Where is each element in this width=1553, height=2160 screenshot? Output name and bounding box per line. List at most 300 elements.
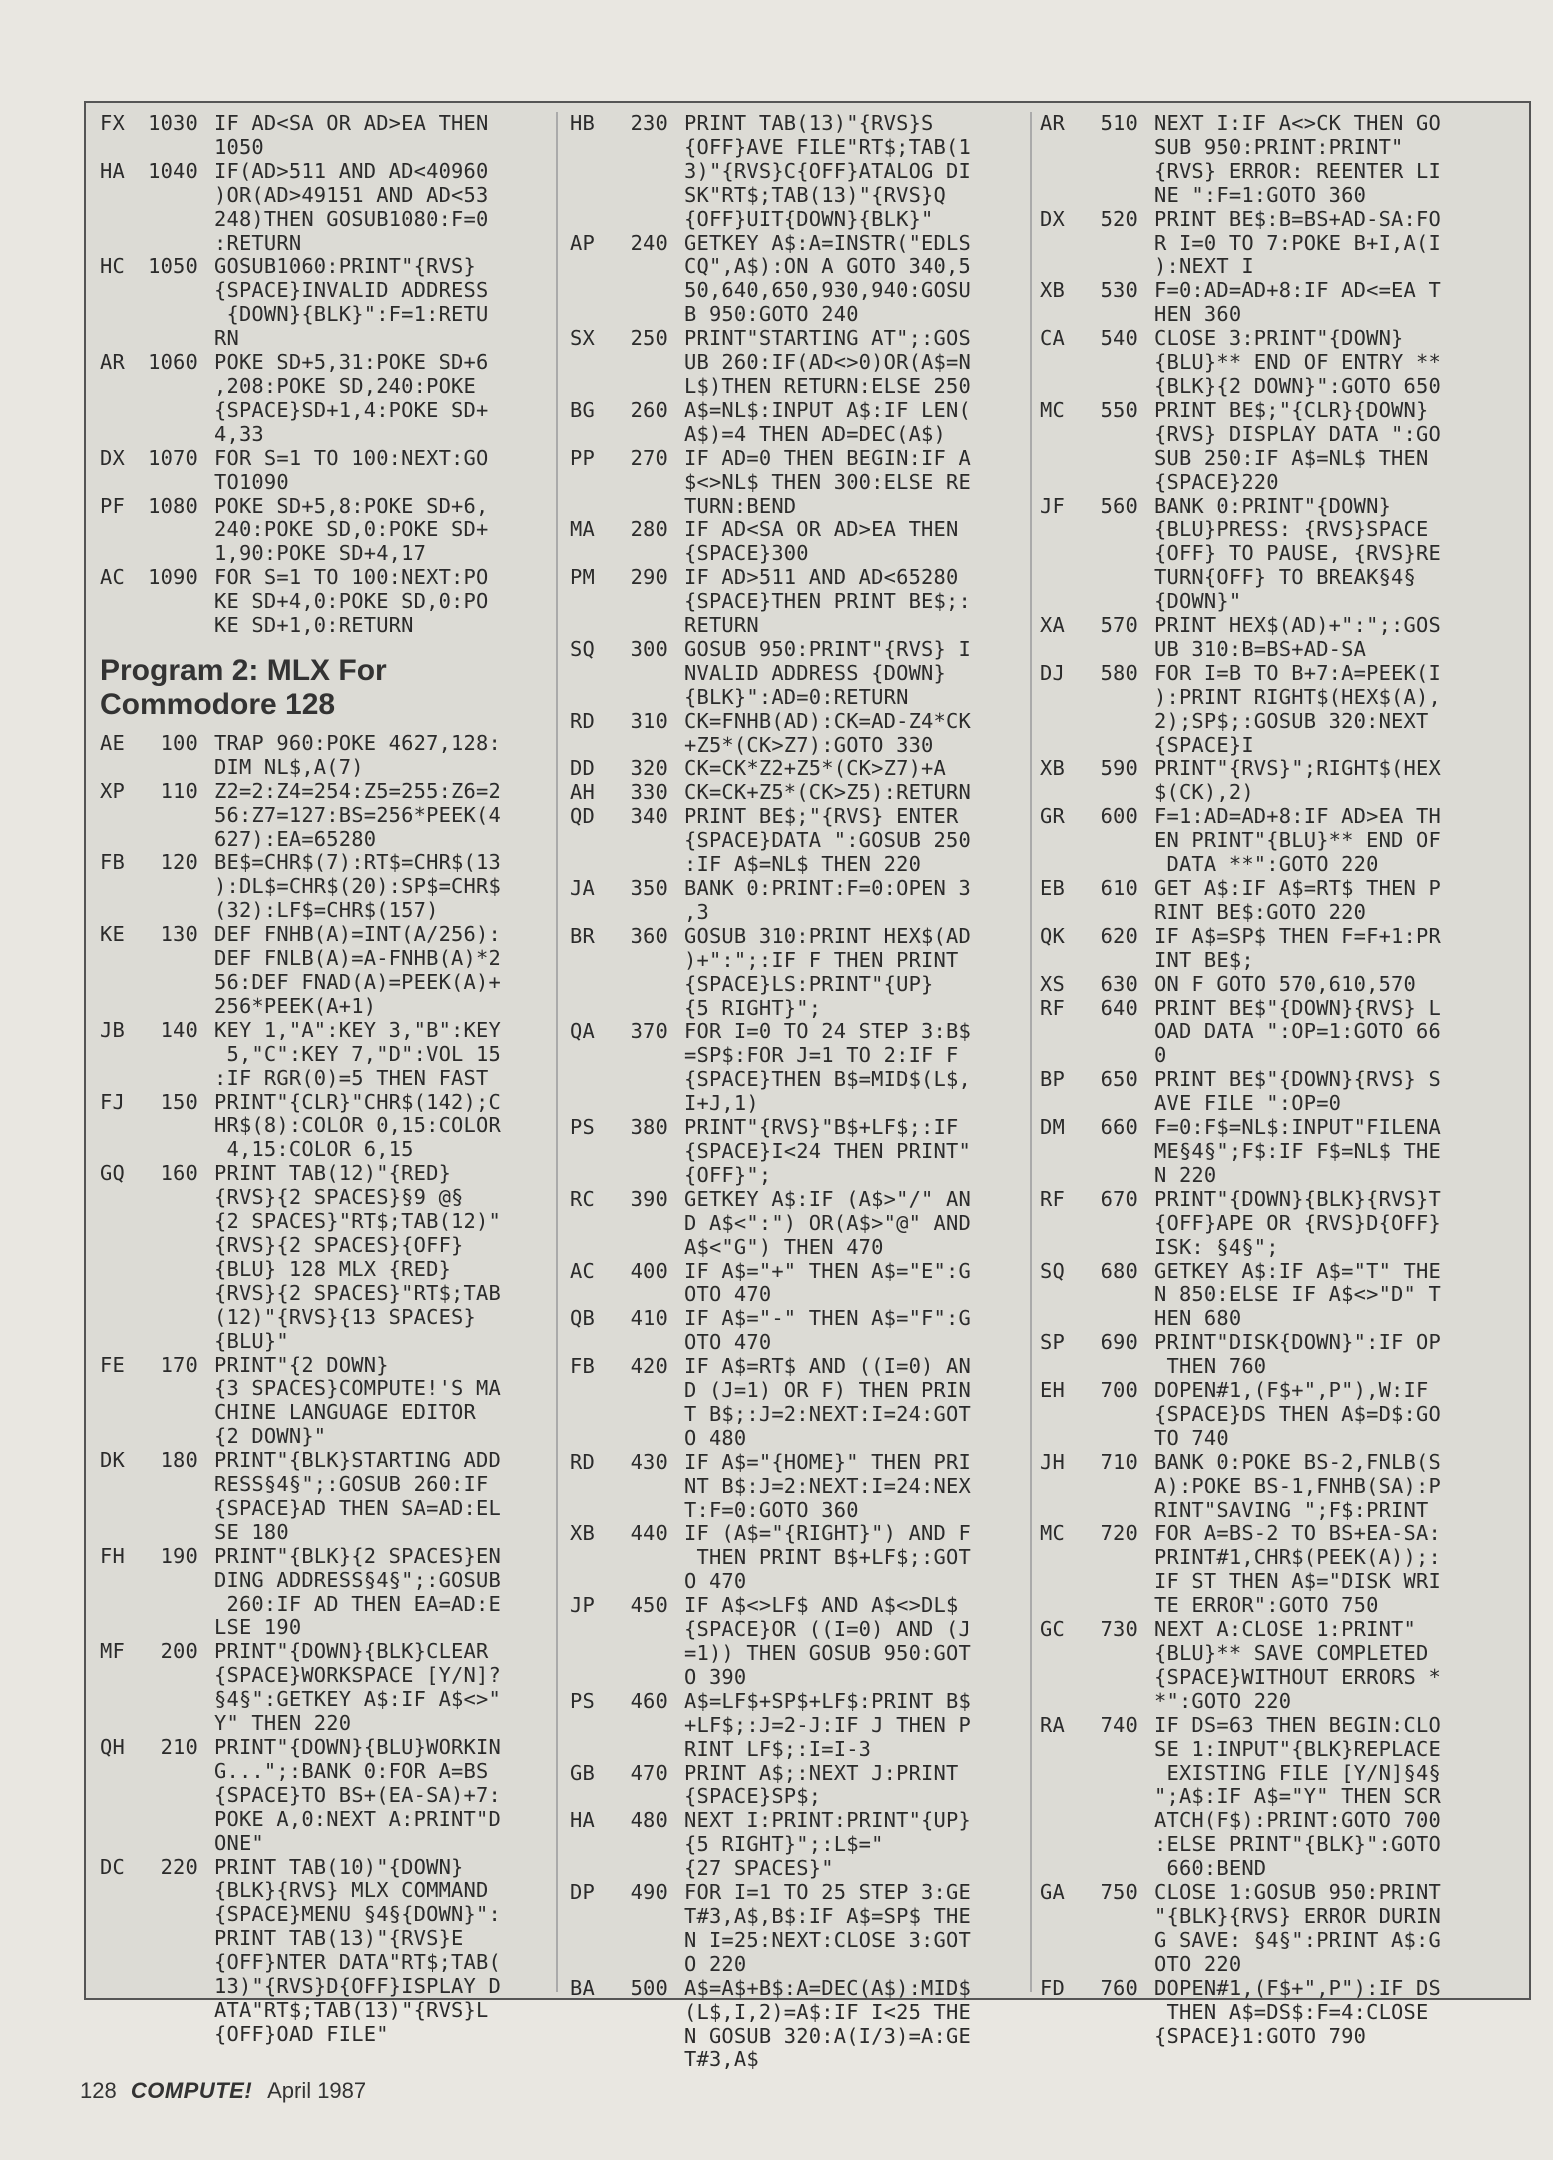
code-text: :ELSE PRINT"{BLK}":GOTO <box>1154 1832 1441 1857</box>
code-line <box>570 1212 1030 1236</box>
code-text: =SP$:FOR J=1 TO 2:IF F <box>684 1043 959 1068</box>
checksum: DX <box>100 445 125 470</box>
code-text: 13)"{RVS}D{OFF}ISPLAY D <box>214 1974 501 1999</box>
checksum: RD <box>570 1449 595 1474</box>
line-number <box>612 351 668 375</box>
checksum <box>100 471 142 495</box>
checksum: QD <box>570 804 595 829</box>
line-number <box>1082 734 1138 758</box>
checksum: GC <box>1040 1617 1065 1642</box>
line-number <box>142 1664 198 1688</box>
code-line <box>100 1043 542 1067</box>
checksum <box>1040 351 1082 375</box>
checksum: FJ <box>100 1089 125 1114</box>
code-line <box>100 875 542 899</box>
checksum: SP <box>1040 1330 1065 1355</box>
line-number <box>612 1092 668 1116</box>
line-number: 170 <box>160 1352 198 1377</box>
code-text: {BLU}** SAVE COMPLETED <box>1154 1641 1429 1665</box>
line-number: 420 <box>630 1354 668 1379</box>
code-line <box>1040 686 1518 710</box>
line-number: 580 <box>1100 660 1138 685</box>
checksum: QB <box>570 1306 595 1331</box>
code-text: {27 SPACES}" <box>684 1856 834 1881</box>
line-number <box>142 1712 198 1736</box>
checksum <box>1040 1546 1082 1570</box>
code-line <box>1040 1427 1518 1451</box>
line-number <box>1082 638 1138 662</box>
code-line <box>100 1210 542 1234</box>
checksum <box>1040 949 1082 973</box>
checksum <box>1040 1236 1082 1260</box>
line-number <box>1082 1809 1138 1833</box>
code-line <box>100 471 542 495</box>
code-line <box>570 1690 1030 1714</box>
code-text: OTO 470 <box>684 1330 772 1355</box>
line-number <box>142 1808 198 1832</box>
code-line <box>570 1857 1030 1881</box>
code-text: NVALID ADDRESS {DOWN} <box>684 660 947 685</box>
line-number <box>1082 542 1138 566</box>
code-line <box>100 351 542 375</box>
line-number <box>1082 590 1138 614</box>
line-number <box>142 1569 198 1593</box>
code-text: (12)"{RVS}{13 SPACES} <box>214 1304 477 1329</box>
checksum <box>100 1210 142 1234</box>
code-line <box>100 1640 542 1664</box>
code-line <box>1040 1905 1518 1929</box>
code-text: =1)) THEN GOSUB 950:GOT <box>684 1641 971 1665</box>
checksum <box>570 1570 612 1594</box>
checksum <box>570 1666 612 1690</box>
checksum: QH <box>100 1735 125 1759</box>
code-text: {SPACE}OR ((I=0) AND (J <box>684 1617 971 1642</box>
line-number <box>612 1642 668 1666</box>
code-line <box>1040 1092 1518 1116</box>
checksum: AC <box>100 565 125 590</box>
code-text: CHINE LANGUAGE EDITOR <box>214 1400 477 1425</box>
checksum <box>100 327 142 351</box>
checksum <box>1040 1499 1082 1523</box>
checksum <box>1040 1044 1082 1068</box>
line-number <box>612 1905 668 1929</box>
code-text: {SPACE}1:GOTO 790 <box>1154 2023 1367 2048</box>
line-number: 310 <box>630 708 668 733</box>
line-number <box>1082 1092 1138 1116</box>
checksum <box>100 423 142 447</box>
checksum: GR <box>1040 804 1065 829</box>
code-line <box>570 1953 1030 1977</box>
line-number: 1080 <box>148 493 198 518</box>
checksum: FD <box>1040 1975 1065 2000</box>
checksum <box>570 1068 612 1092</box>
checksum <box>570 160 612 184</box>
checksum: FX <box>100 111 125 135</box>
line-number <box>1082 232 1138 256</box>
code-text: PRINT TAB(13)"{RVS}E <box>214 1926 464 1951</box>
code-line <box>100 1019 542 1043</box>
line-number <box>1082 829 1138 853</box>
code-line <box>100 923 542 947</box>
code-line <box>570 757 1030 781</box>
code-text: B 950:GOTO 240 <box>684 302 859 327</box>
checksum <box>100 1114 142 1138</box>
checksum <box>570 1642 612 1666</box>
line-number: 360 <box>630 923 668 948</box>
listing-column-3 <box>1040 112 1518 2048</box>
code-line <box>570 781 1030 805</box>
line-number <box>142 1999 198 2023</box>
line-number <box>612 1929 668 1953</box>
line-number <box>142 1114 198 1138</box>
code-line <box>1040 829 1518 853</box>
line-number <box>1082 1283 1138 1307</box>
code-line <box>570 471 1030 495</box>
line-number <box>142 1401 198 1425</box>
code-line <box>1040 1762 1518 1786</box>
code-text: {SPACE}SD+1,4:POKE SD+ <box>214 397 489 422</box>
code-line <box>1040 1307 1518 1331</box>
code-text: RESS§4§";:GOSUB 260:IF <box>214 1472 489 1497</box>
code-text: PRINT TAB(10)"{DOWN} <box>214 1854 464 1879</box>
code-text: PRINT"DISK{DOWN}":IF OP <box>1154 1330 1441 1355</box>
code-line <box>570 327 1030 351</box>
checksum <box>570 2001 612 2025</box>
line-number <box>142 899 198 923</box>
code-text: {5 RIGHT}";:L$=" <box>684 1832 884 1857</box>
line-number <box>612 1068 668 1092</box>
line-number <box>612 136 668 160</box>
code-line <box>100 1951 542 1975</box>
code-text: ,3 <box>684 899 709 924</box>
line-number <box>612 1140 668 1164</box>
line-number <box>612 853 668 877</box>
code-line <box>100 1401 542 1425</box>
code-text: {BLK}":AD=0:RETURN <box>684 684 909 709</box>
code-line <box>100 1497 542 1521</box>
code-line <box>1040 1738 1518 1762</box>
code-text: {SPACE}WORKSPACE [Y/N]? <box>214 1663 501 1688</box>
code-text: A):POKE BS-1,FNHB(SA):P <box>1154 1473 1441 1498</box>
code-text: T B$;:J=2:NEXT:I=24:GOT <box>684 1401 971 1426</box>
line-number <box>612 1403 668 1427</box>
code-line <box>570 1236 1030 1260</box>
line-number <box>612 1236 668 1260</box>
code-line <box>100 1856 542 1880</box>
code-text: PRINT"{DOWN}{BLU}WORKIN <box>214 1735 501 1759</box>
code-line <box>100 1545 542 1569</box>
code-text: O 220 <box>684 1951 747 1976</box>
checksum <box>1040 1140 1082 1164</box>
code-text: 50,640,650,930,940:GOSU <box>684 278 971 303</box>
column-divider <box>1030 112 1032 1992</box>
code-text: {OFF}APE OR {RVS}D{OFF} <box>1154 1210 1441 1235</box>
checksum <box>570 1546 612 1570</box>
line-number <box>142 1975 198 1999</box>
code-text: 248)THEN GOSUB1080:F=0 <box>214 206 489 231</box>
line-number: 270 <box>630 445 668 470</box>
line-number <box>1082 2001 1138 2025</box>
code-text: {BLK}{RVS} MLX COMMAND <box>214 1878 489 1903</box>
code-line <box>1040 1570 1518 1594</box>
code-text: +Z5*(CK>Z7):GOTO 330 <box>684 732 934 757</box>
code-line <box>570 112 1030 136</box>
code-line <box>100 1784 542 1808</box>
checksum <box>570 542 612 566</box>
code-text: FOR S=1 TO 100:NEXT:PO <box>214 565 489 590</box>
line-number: 410 <box>630 1306 668 1331</box>
code-text: FOR I=0 TO 24 STEP 3:B$ <box>684 1019 971 1044</box>
checksum <box>100 1186 142 1210</box>
code-text: 4,33 <box>214 421 264 446</box>
line-number <box>612 279 668 303</box>
checksum: DM <box>1040 1115 1065 1140</box>
code-line <box>1040 1331 1518 1355</box>
code-line <box>1040 1618 1518 1642</box>
code-line <box>100 1999 542 2023</box>
code-text: ):NEXT I <box>1154 254 1254 279</box>
line-number <box>142 1282 198 1306</box>
checksum <box>1040 734 1082 758</box>
checksum: AE <box>100 730 125 755</box>
checksum: BA <box>570 1975 595 2000</box>
line-number: 140 <box>160 1017 198 1042</box>
line-number <box>612 1785 668 1809</box>
code-text: )OR(AD>49151 AND AD<53 <box>214 182 489 207</box>
code-line <box>1040 1809 1518 1833</box>
checksum <box>570 1212 612 1236</box>
checksum <box>100 542 142 566</box>
line-number <box>612 1570 668 1594</box>
code-text: OTO 470 <box>684 1282 772 1307</box>
line-number <box>612 973 668 997</box>
code-line <box>100 232 542 256</box>
code-text: {5 RIGHT}"; <box>684 995 822 1020</box>
checksum <box>1040 1092 1082 1116</box>
checksum <box>570 1618 612 1642</box>
code-line <box>1040 1857 1518 1881</box>
checksum <box>570 590 612 614</box>
checksum: GA <box>1040 1880 1065 1905</box>
code-text: ATA"RT$;TAB(13)"{RVS}L <box>214 1997 489 2022</box>
code-line <box>100 327 542 351</box>
code-text: ONE" <box>214 1830 264 1855</box>
code-line <box>100 971 542 995</box>
code-text: INT BE$; <box>1154 947 1254 972</box>
line-number <box>1082 1666 1138 1690</box>
code-text: ON F GOTO 570,610,570 <box>1154 971 1417 996</box>
checksum <box>570 423 612 447</box>
code-line <box>1040 1355 1518 1379</box>
code-line <box>570 1044 1030 1068</box>
code-line <box>570 1809 1030 1833</box>
code-text: NEXT I:PRINT:PRINT"{UP} <box>684 1808 971 1833</box>
line-number: 520 <box>1100 206 1138 231</box>
code-line <box>1040 662 1518 686</box>
checksum: EH <box>1040 1378 1065 1403</box>
code-text: 56:Z7=127:BS=256*PEEK(4 <box>214 802 501 827</box>
code-text: POKE SD+5,8:POKE SD+6, <box>214 493 489 518</box>
code-line <box>1040 1379 1518 1403</box>
code-line <box>100 1425 542 1449</box>
line-number <box>612 160 668 184</box>
code-text: BE$=CHR$(7):RT$=CHR$(13 <box>214 850 501 875</box>
line-number <box>142 1234 198 1258</box>
checksum <box>1040 686 1082 710</box>
checksum <box>100 232 142 256</box>
code-text: :IF A$=NL$ THEN 220 <box>684 852 922 877</box>
code-line <box>570 232 1030 256</box>
line-number <box>1082 351 1138 375</box>
code-text: ):DL$=CHR$(20):SP$=CHR$ <box>214 874 501 899</box>
code-text: :IF RGR(0)=5 THEN FAST <box>214 1065 489 1090</box>
checksum <box>1040 1642 1082 1666</box>
code-text: IF AD>511 AND AD<65280 <box>684 565 959 590</box>
code-text: SK"RT$;TAB(13)"{RVS}Q <box>684 182 947 207</box>
code-text: PRINT BE$"{DOWN}{RVS} S <box>1154 1067 1441 1092</box>
line-number <box>142 947 198 971</box>
line-number: 190 <box>160 1543 198 1568</box>
checksum <box>100 518 142 542</box>
code-line <box>570 518 1030 542</box>
code-text: PRINT"{2 DOWN} <box>214 1352 389 1377</box>
checksum <box>1040 829 1082 853</box>
checksum <box>1040 901 1082 925</box>
checksum <box>1040 1929 1082 1953</box>
code-text: {RVS} DISPLAY DATA ":GO <box>1154 421 1441 446</box>
checksum <box>100 947 142 971</box>
code-text: R I=0 TO 7:POKE B+I,A(I <box>1154 230 1441 255</box>
line-number: 260 <box>630 397 668 422</box>
line-number <box>1082 1355 1138 1379</box>
code-text: DEF FNHB(A)=INT(A/256): <box>214 922 501 947</box>
code-text: EXISTING FILE [Y/N]§4§ <box>1154 1760 1441 1785</box>
line-number <box>142 875 198 899</box>
code-text: SE 180 <box>214 1519 289 1544</box>
checksum <box>1040 1283 1082 1307</box>
checksum <box>100 136 142 160</box>
line-number <box>1082 2025 1138 2049</box>
line-number: 1070 <box>148 445 198 470</box>
code-text: UB 310:B=BS+AD-SA <box>1154 636 1367 661</box>
code-line <box>1040 1929 1518 1953</box>
line-number <box>1082 518 1138 542</box>
checksum <box>570 255 612 279</box>
code-text: 56:DEF FNAD(A)=PEEK(A)+ <box>214 970 501 994</box>
code-text: F=0:F$=NL$:INPUT"FILENA <box>1154 1115 1441 1140</box>
code-text: CQ",A$):ON A GOTO 340,5 <box>684 254 971 279</box>
checksum: JA <box>570 876 595 900</box>
code-line <box>1040 901 1518 925</box>
checksum <box>100 1258 142 1282</box>
code-text: TURN{OFF} TO BREAK§4§ <box>1154 565 1417 590</box>
code-text: POKE SD+5,31:POKE SD+6 <box>214 350 489 375</box>
checksum <box>100 1879 142 1903</box>
code-line <box>570 1379 1030 1403</box>
line-number <box>1082 853 1138 877</box>
line-number: 320 <box>630 756 668 781</box>
code-line <box>570 1307 1030 1331</box>
code-text: Y" THEN 220 <box>214 1711 352 1736</box>
code-line <box>570 2048 1030 2072</box>
code-text: {SPACE}LS:PRINT"{UP} <box>684 971 934 996</box>
line-number <box>612 184 668 208</box>
code-line <box>570 255 1030 279</box>
checksum <box>100 399 142 423</box>
code-line <box>1040 1403 1518 1427</box>
line-number: 130 <box>160 922 198 947</box>
checksum <box>570 829 612 853</box>
checksum: BG <box>570 397 595 422</box>
code-line <box>570 925 1030 949</box>
code-line <box>570 1140 1030 1164</box>
line-number: 400 <box>630 1258 668 1283</box>
line-number <box>142 1377 198 1401</box>
line-number: 220 <box>160 1854 198 1879</box>
code-text: HR$(8):COLOR 0,15:COLOR <box>214 1113 501 1138</box>
code-line <box>570 1881 1030 1905</box>
line-number <box>142 995 198 1019</box>
code-line <box>100 995 542 1019</box>
checksum <box>570 662 612 686</box>
code-text: KEY 1,"A":KEY 3,"B":KEY <box>214 1017 501 1042</box>
code-line <box>570 160 1030 184</box>
code-text: SE 1:INPUT"{BLK}REPLACE <box>1154 1736 1441 1761</box>
line-number: 440 <box>630 1521 668 1546</box>
line-number: 330 <box>630 780 668 805</box>
line-number <box>142 1879 198 1903</box>
checksum <box>1040 1809 1082 1833</box>
code-line <box>570 662 1030 686</box>
code-line <box>100 1975 542 1999</box>
code-line <box>570 1546 1030 1570</box>
code-text: ):PRINT RIGHT$(HEX$(A), <box>1154 684 1441 709</box>
code-text: 4,15:COLOR 6,15 <box>214 1137 414 1162</box>
code-text: PRINT BE$:B=BS+AD-SA:FO <box>1154 206 1441 231</box>
checksum <box>1040 1690 1082 1714</box>
line-number: 280 <box>630 517 668 542</box>
checksum: GB <box>570 1760 595 1785</box>
checksum: JF <box>1040 493 1065 518</box>
line-number: 1060 <box>148 350 198 375</box>
code-line <box>1040 997 1518 1021</box>
code-text: {RVS}{2 SPACES}§9 @§ <box>214 1185 464 1210</box>
code-line <box>570 1618 1030 1642</box>
line-number <box>1082 1044 1138 1068</box>
code-text: CK=CK*Z2+Z5*(CK>Z7)+A <box>684 756 947 781</box>
code-line <box>1040 1212 1518 1236</box>
code-line <box>570 686 1030 710</box>
code-line <box>1040 184 1518 208</box>
line-number <box>142 756 198 780</box>
line-number <box>612 2001 668 2025</box>
code-line <box>100 1162 542 1186</box>
code-line <box>570 423 1030 447</box>
code-text: TO1090 <box>214 469 289 494</box>
checksum <box>570 1499 612 1523</box>
checksum <box>1040 1594 1082 1618</box>
line-number <box>142 327 198 351</box>
line-number: 180 <box>160 1448 198 1473</box>
code-text: IF A$="{HOME}" THEN PRI <box>684 1449 971 1474</box>
checksum <box>1040 184 1082 208</box>
code-text: DATA **":GOTO 220 <box>1154 852 1379 877</box>
line-number <box>612 1546 668 1570</box>
code-line <box>1040 973 1518 997</box>
code-line <box>1040 1881 1518 1905</box>
code-line <box>1040 1260 1518 1284</box>
code-line <box>100 1449 542 1473</box>
